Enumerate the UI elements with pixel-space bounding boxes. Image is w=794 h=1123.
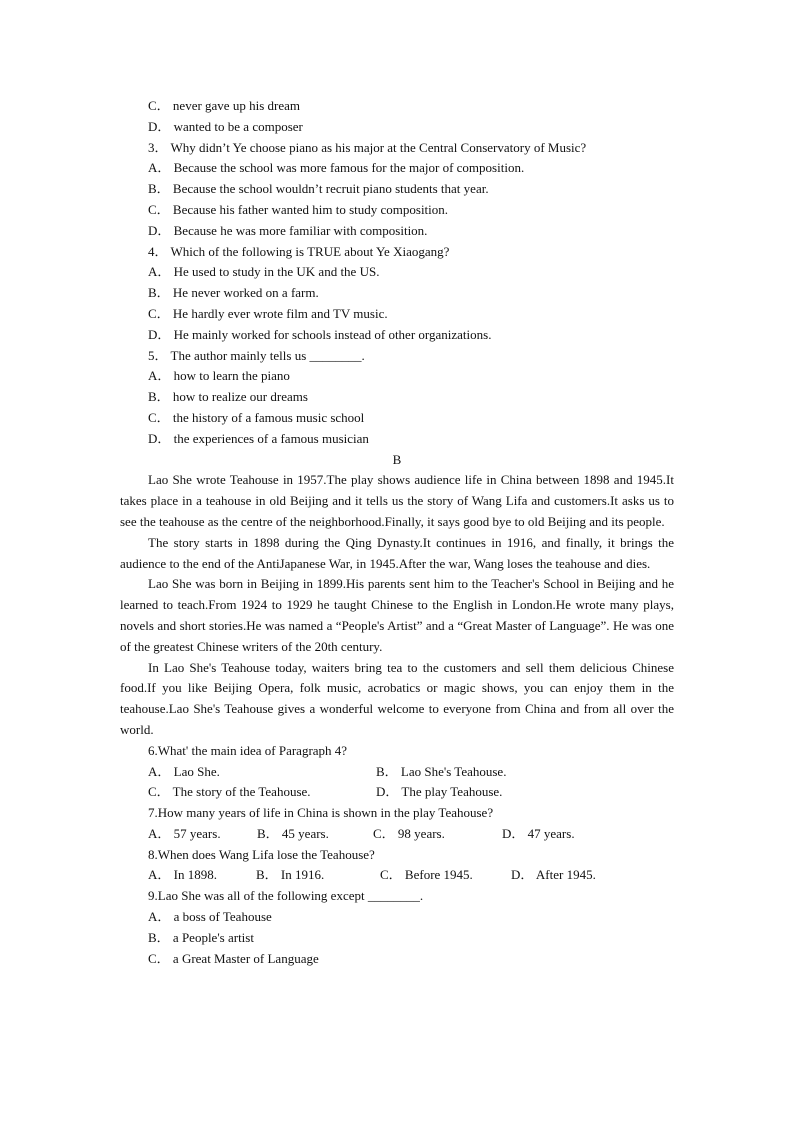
passage-paragraph-4: In Lao She's Teahouse today, waiters bring tea to the customers and sell them delicious Chinese food.If you like Beijing Opera, folk music, acrobatics or magic shows, you can enjoy them in the teahouse.Lao She's Teahouse gives a wonderful welcome to everyone from China and from all over the world. xyxy=(120,659,674,737)
question-6-options-row-2 xyxy=(120,782,674,803)
option-4d: D． He mainly worked for schools instead of other organizations. xyxy=(148,326,492,342)
passage-paragraph-3: Lao She was born in Beijing in 1899.His parents sent him to the Teacher's School in Beijing and he learned to teach.From 1924 to 1929 he taught Chinese to the English in London.He wrote many plays, novels and short stories.He was named a “People's Artist” and a “Great Master of Language”. He was one of the greatest Chinese writers of the 20th century. xyxy=(120,576,674,654)
passage-paragraph-2: The story starts in 1898 during the Qing Dynasty.It continues in 1916, and finally, it brings the audience to the end of the AntiJapanese War, in 1945.After the war, Wang loses the teahouse and dies. xyxy=(120,534,674,571)
option-7a: A． 57 years. xyxy=(148,825,221,841)
option-5b: B． how to realize our dreams xyxy=(148,389,308,405)
option-4c: C． He hardly ever wrote film and TV music. xyxy=(148,305,388,321)
page-content xyxy=(120,96,674,969)
option-8d: D． After 1945. xyxy=(511,867,596,883)
option-6c: C． The story of the Teahouse. xyxy=(148,784,311,800)
option-5d: D． the experiences of a famous musician xyxy=(148,430,369,446)
option-9a: A． a boss of Teahouse xyxy=(148,909,272,925)
option-1c: C． never gave up his dream xyxy=(148,98,300,113)
option-6d: D． The play Teahouse. xyxy=(376,784,503,800)
question-4: 4． Which of the following is TRUE about Ye Xiaogang? xyxy=(148,243,450,259)
question-3: 3． Why didn’t Ye choose piano as his major at the Central Conservatory of Music? xyxy=(148,139,587,155)
option-4a: A． He used to study in the UK and the US. xyxy=(148,264,380,280)
option-8c: C． Before 1945. xyxy=(380,867,473,883)
option-3c: C． Because his father wanted him to study composition. xyxy=(148,201,449,217)
question-9: 9.Lao She was all of the following except ________. xyxy=(148,888,424,904)
question-6: 6.What' the main idea of Paragraph 4? xyxy=(148,742,348,758)
option-6a: A． Lao She. xyxy=(148,763,220,779)
option-4b: B． He never worked on a farm. xyxy=(148,285,319,301)
question-7-options xyxy=(120,824,674,845)
option-5c: C． the history of a famous music school xyxy=(148,409,365,425)
option-8a: A． In 1898. xyxy=(148,867,217,883)
section-label: B xyxy=(392,451,402,467)
question-8: 8.When does Wang Lifa lose the Teahouse? xyxy=(148,846,375,862)
option-5a: A． how to learn the piano xyxy=(148,368,290,384)
option-7d: D． 47 years. xyxy=(502,825,575,841)
option-9c: C． a Great Master of Language xyxy=(148,950,319,966)
question-8-options xyxy=(120,865,674,886)
option-6b: B． Lao She's Teahouse. xyxy=(376,763,507,779)
option-8b: B． In 1916. xyxy=(256,867,325,883)
passage-paragraph-1: Lao She wrote Teahouse in 1957.The play shows audience life in China between 1898 and 1945.It takes place in a teahouse in old Beijing and it tells us the story of Wang Lifa and customers.It asks us to see the teahouse as the centre of the neighborhood.Finally, it says good bye to old Beijing and its people. xyxy=(120,472,674,529)
question-5: 5． The author mainly tells us ________. xyxy=(148,347,365,363)
option-3b: B． Because the school wouldn’t recruit piano students that year. xyxy=(148,181,489,197)
option-3a: A． Because the school was more famous for the major of composition. xyxy=(148,160,525,176)
option-7c: C． 98 years. xyxy=(373,825,445,841)
option-7b: B． 45 years. xyxy=(257,825,329,841)
option-1d: D． wanted to be a composer xyxy=(148,118,303,134)
option-3d: D． Because he was more familiar with composition. xyxy=(148,222,428,238)
question-6-options-row-1 xyxy=(120,762,674,783)
option-9b: B． a People's artist xyxy=(148,929,254,945)
question-7: 7.How many years of life in China is shown in the play Teahouse? xyxy=(148,805,494,821)
